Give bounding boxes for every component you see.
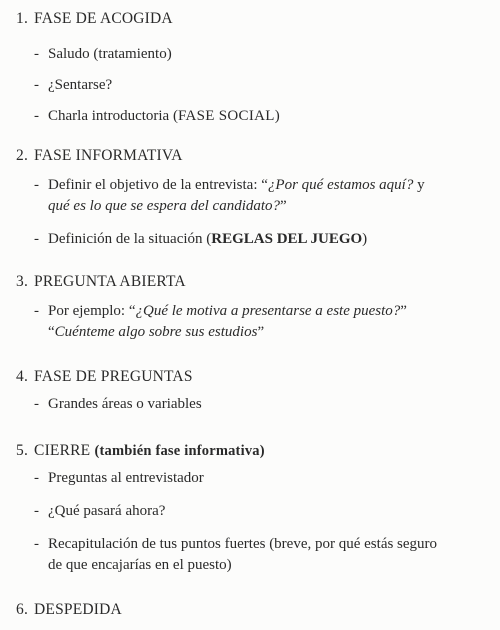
item-text-prefix: Definición de la situación ( — [48, 231, 212, 247]
item-text: ¿Qué pasará ahora? — [48, 503, 166, 519]
section-heading — [16, 441, 500, 461]
dash-bullet: - — [34, 396, 39, 412]
list-item — [16, 106, 500, 127]
item-text-mid: y — [413, 177, 425, 193]
dash-bullet: - — [34, 536, 39, 552]
section-title: DESPEDIDA — [34, 601, 122, 618]
item-text: ¿Sentarse? — [48, 77, 113, 93]
item-text: Recapitulación de tus puntos fuertes (breve, por qué estás seguro — [48, 536, 438, 552]
item-text-prefix: Por ejemplo: “ — [48, 303, 136, 319]
section-cierre — [16, 441, 500, 576]
dash-bullet: - — [34, 503, 39, 519]
item-text-suffix: ) — [274, 108, 280, 124]
item-text-prefix: Charla introductoria ( — [48, 108, 178, 124]
section-heading — [16, 9, 500, 29]
section-title-suffix: (también fase informativa) — [94, 443, 265, 459]
list-item — [16, 501, 500, 522]
list-item — [16, 229, 500, 250]
item-text-italic: ¿Por qué estamos aquí? — [267, 177, 414, 193]
item-text-prefix: “ — [48, 324, 55, 340]
section-heading — [16, 600, 500, 620]
item-text: Preguntas al entrevistador — [48, 470, 204, 486]
dash-bullet: - — [34, 108, 39, 124]
section-title: PREGUNTA ABIERTA — [34, 273, 186, 290]
section-pregunta-abierta — [16, 272, 500, 343]
section-heading — [16, 146, 500, 166]
section-heading — [16, 272, 500, 292]
item-text-italic: Cuénteme algo sobre sus estudios — [54, 324, 258, 340]
section-number: 4. — [16, 368, 29, 385]
list-item — [16, 394, 500, 415]
section-title: FASE DE ACOGIDA — [34, 10, 173, 27]
section-despedida — [16, 600, 500, 620]
list-item — [16, 44, 500, 65]
list-item — [16, 175, 500, 217]
item-text-italic: qué es lo que se espera del candidato? — [48, 198, 281, 214]
section-title: FASE DE PREGUNTAS — [34, 368, 193, 385]
item-text-suffix: ” — [257, 324, 265, 340]
section-number: 3. — [16, 273, 29, 290]
list-item — [16, 534, 500, 576]
item-text: Grandes áreas o variables — [48, 396, 202, 412]
item-text-prefix: Definir el objetivo de la entrevista: “ — [48, 177, 268, 193]
item-text-caps: FASE SOCIAL — [177, 108, 275, 124]
dash-bullet: - — [34, 303, 39, 319]
section-number: 1. — [16, 10, 29, 27]
dash-bullet: - — [34, 177, 39, 193]
list-item — [16, 301, 500, 343]
item-text-bold: REGLAS DEL JUEGO — [211, 231, 363, 247]
item-text-suffix: ” — [280, 198, 287, 214]
item-text-italic: ¿Qué le motiva a presentarse a este puesto? — [135, 303, 401, 319]
section-title: CIERRE — [34, 442, 91, 459]
list-item — [16, 75, 500, 96]
dash-bullet: - — [34, 77, 39, 93]
section-title: FASE INFORMATIVA — [34, 147, 183, 164]
section-fase-de-preguntas — [16, 367, 500, 415]
section-number: 2. — [16, 147, 29, 164]
dash-bullet: - — [34, 470, 39, 486]
item-text: Saludo (tratamiento) — [48, 46, 172, 62]
section-number: 5. — [16, 442, 29, 459]
section-fase-informativa — [16, 146, 500, 250]
item-text: de que encajarías en el puesto) — [48, 557, 232, 573]
section-heading — [16, 367, 500, 387]
dash-bullet: - — [34, 46, 39, 62]
list-item — [16, 468, 500, 489]
item-text-suffix: ” — [400, 303, 407, 319]
dash-bullet: - — [34, 231, 39, 247]
section-number: 6. — [16, 601, 29, 618]
item-text-suffix: ) — [362, 231, 368, 247]
section-fase-de-acogida — [16, 9, 500, 127]
